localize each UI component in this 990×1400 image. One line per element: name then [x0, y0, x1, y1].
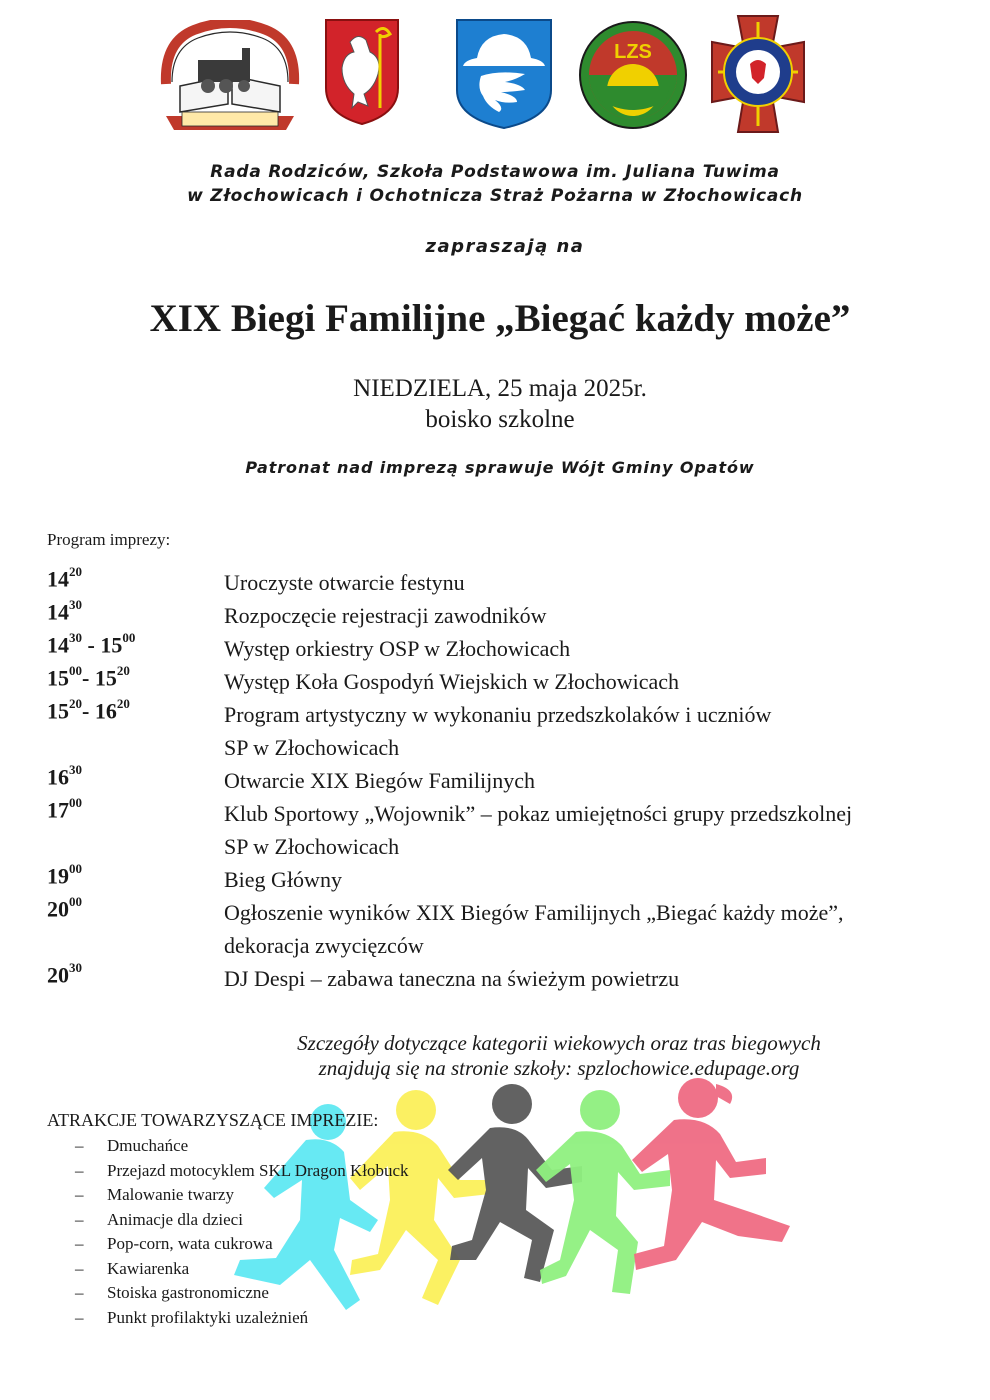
dash-bullet: –: [75, 1136, 84, 1155]
program-description-line: Rozpoczęcie rejestracji zawodników: [224, 603, 547, 628]
municipality-crest-hat: [455, 18, 553, 130]
attraction-item: [75, 1232, 409, 1257]
event-date: NIEDZIELA, 25 maja 2025r.: [353, 375, 647, 402]
program-description: [224, 797, 852, 863]
attractions-list: [75, 1134, 409, 1330]
program-time: [47, 632, 135, 658]
time-start-minute: 30: [69, 597, 82, 612]
organizers-line-2: w Złochowicach i Ochotnicza Straż Pożarna w Złochowicach: [187, 186, 803, 206]
attraction-item: [75, 1257, 409, 1282]
program-description-line: dekoracja zwycięzców: [224, 933, 424, 958]
attraction-label: Punkt profilaktyki uzależnień: [107, 1307, 309, 1327]
program-time: [47, 797, 82, 823]
time-start-minute: 20: [69, 696, 82, 711]
time-start-minute: 30: [69, 630, 82, 645]
program-description-line: DJ Despi – zabawa taneczna na świeżym powietrzu: [224, 966, 680, 991]
program-description-line: Bieg Główny: [224, 867, 342, 892]
time-end-minute: 20: [116, 663, 130, 678]
program-description-line: SP w Złochowicach: [224, 834, 400, 859]
program-description: [224, 962, 679, 995]
time-start-minute: 00: [69, 795, 82, 810]
program-description-line: Klub Sportowy „Wojownik” – pokaz umiejętności grupy przedszkolnej: [224, 801, 853, 826]
program-description: [224, 632, 570, 665]
program-time: [47, 698, 130, 724]
dash-bullet: –: [75, 1160, 84, 1180]
attractions-title: ATRAKCJE TOWARZYSZĄCE IMPREZIE:: [47, 1110, 379, 1130]
time-separator: -: [82, 698, 95, 724]
time-separator: -: [82, 632, 101, 658]
time-start-hour: 20: [47, 896, 69, 922]
attraction-label: Kawiarenka: [107, 1258, 190, 1278]
attraction-label: Dmuchańce: [107, 1136, 189, 1155]
svg-text:LZS: LZS: [614, 41, 652, 63]
program-description-line: Występ Koła Gospodyń Wiejskich w Złochowicach: [224, 669, 680, 694]
dash-bullet: –: [75, 1307, 84, 1327]
time-start-hour: 15: [47, 698, 69, 724]
event-venue: boisko szkolne: [425, 406, 575, 433]
patronage: Patronat nad imprezą sprawuje Wójt Gminy Opatów: [245, 458, 755, 477]
attraction-label: Stoiska gastronomiczne: [107, 1283, 269, 1302]
program-description: [224, 863, 342, 896]
time-start-hour: 20: [47, 962, 69, 988]
time-start-hour: 16: [47, 764, 69, 790]
organizers: [0, 160, 990, 208]
time-start-minute: 00: [69, 861, 82, 876]
time-end-hour: 15: [94, 665, 117, 691]
attraction-item: [75, 1134, 409, 1159]
school-logo: [158, 20, 302, 132]
time-start-minute: 00: [69, 663, 82, 678]
program-time: [47, 863, 82, 889]
program-time: [47, 665, 130, 691]
details-line-1: Szczegóły dotyczące kategorii wiekowych oraz tras biegowych: [297, 1031, 821, 1055]
dash-bullet: –: [75, 1209, 84, 1229]
program-description: [224, 665, 679, 698]
program-description-line: Program artystyczny w wykonaniu przedszkolaków i uczniów: [224, 702, 772, 727]
program-description-line: Występ orkiestry OSP w Złochowicach: [224, 636, 571, 661]
time-start-minute: 00: [69, 894, 82, 909]
time-end-minute: 00: [122, 630, 136, 645]
details-line-2: znajdują się na stronie szkoły: spzlochowice.edupage.org: [318, 1056, 800, 1080]
time-start-hour: 17: [47, 797, 69, 823]
dash-bullet: –: [75, 1283, 84, 1302]
program-time: [47, 764, 82, 790]
program-description: [224, 599, 547, 632]
invite-text: zapraszają na: [425, 236, 585, 257]
time-end-hour: 15: [100, 632, 123, 658]
lzs-logo: [578, 20, 688, 130]
program-description-line: Uroczyste otwarcie festynu: [224, 570, 465, 595]
time-start-hour: 19: [47, 863, 69, 889]
attraction-label: Animacje dla dzieci: [107, 1209, 243, 1229]
program-time: [47, 599, 82, 625]
attraction-label: Malowanie twarzy: [107, 1185, 234, 1204]
program-description-line: SP w Złochowicach: [224, 735, 400, 760]
time-start-minute: 20: [69, 564, 82, 579]
osp-cross-logo: [694, 12, 822, 136]
time-start-hour: 14: [47, 566, 69, 592]
organizers-line-1: Rada Rodziców, Szkoła Podstawowa im. Juliana Tuwima: [210, 162, 780, 182]
attraction-item: [75, 1306, 409, 1331]
details-note: [0, 1031, 990, 1081]
program-description: [224, 764, 535, 797]
attraction-label: Pop-corn, wata cukrowa: [107, 1234, 273, 1253]
program-description-line: Otwarcie XIX Biegów Familijnych: [224, 768, 535, 793]
dash-bullet: –: [75, 1185, 84, 1204]
dash-bullet: –: [75, 1258, 84, 1278]
time-end-minute: 20: [116, 696, 130, 711]
time-start-minute: 30: [69, 762, 82, 777]
logo-row: [0, 12, 990, 137]
attraction-item: [75, 1281, 409, 1306]
program-time: [47, 566, 82, 592]
time-start-hour: 14: [47, 632, 69, 658]
dash-bullet: –: [75, 1234, 84, 1253]
event-title: XIX Biegi Familijne „Biegać każdy może”: [149, 297, 851, 340]
program-time: [47, 896, 82, 922]
attraction-item: [75, 1183, 409, 1208]
attraction-item: [75, 1159, 409, 1184]
municipality-crest-eagle: [324, 18, 400, 126]
time-start-hour: 14: [47, 599, 69, 625]
program-description-line: Ogłoszenie wyników XIX Biegów Familijnych „Biegać każdy może”,: [224, 900, 844, 925]
program-description: [224, 698, 771, 764]
attraction-item: [75, 1208, 409, 1233]
time-end-hour: 16: [94, 698, 117, 724]
program-description: [224, 566, 465, 599]
attraction-label: Przejazd motocyklem SKL Dragon Kłobuck: [107, 1160, 409, 1180]
time-start-hour: 15: [47, 665, 69, 691]
time-separator: -: [82, 665, 95, 691]
program-label: Program imprezy:: [47, 530, 171, 549]
program-time: [47, 962, 82, 988]
time-start-minute: 30: [69, 960, 82, 975]
program-description: [224, 896, 844, 962]
